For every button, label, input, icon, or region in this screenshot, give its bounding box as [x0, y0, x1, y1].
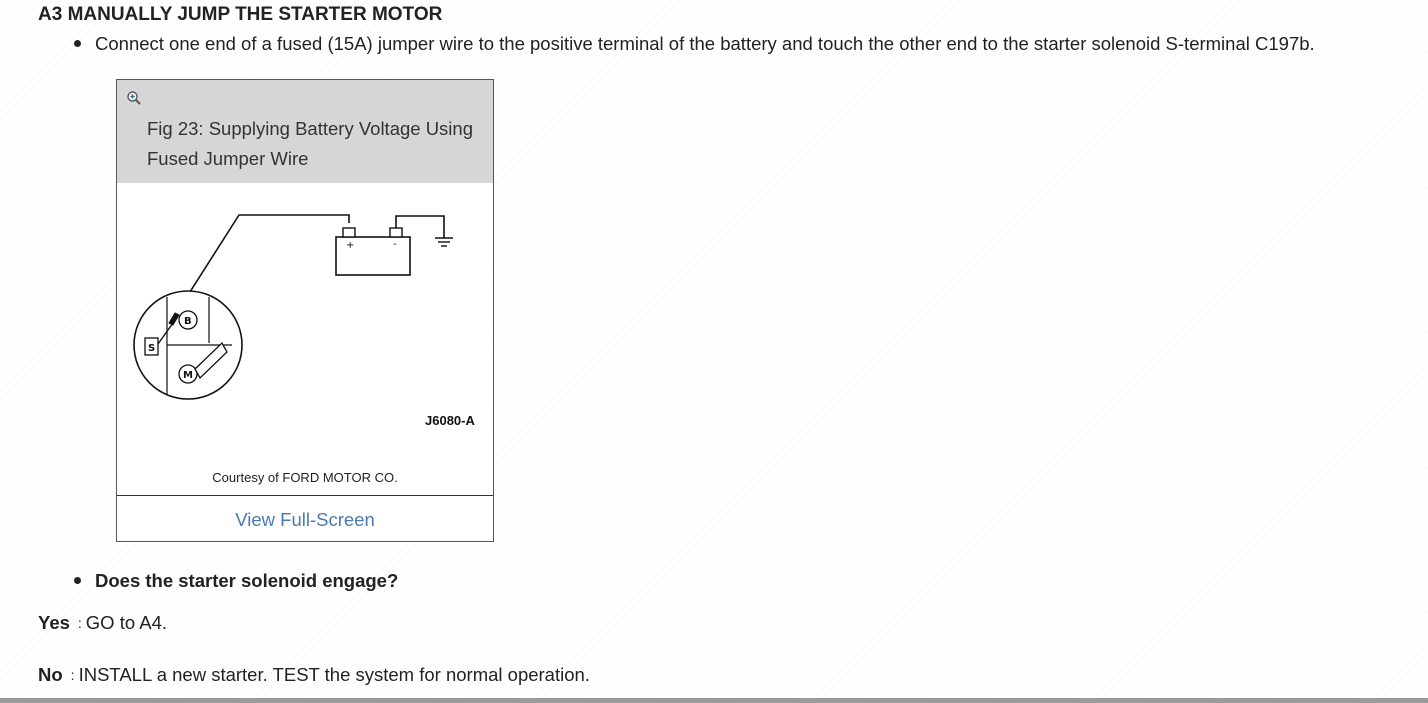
answer-separator: : [77, 615, 82, 631]
ground-wire [396, 216, 444, 238]
bottom-scroll-edge [0, 698, 1428, 703]
step-text: Does the starter solenoid engage? [95, 570, 399, 591]
step-connect-jumper [74, 33, 1315, 55]
view-full-screen-link[interactable]: View Full-Screen [235, 509, 375, 530]
answer-key: Yes [38, 612, 70, 633]
starter-wiring-diagram [117, 183, 493, 413]
ground-icon [435, 238, 453, 246]
figure-caption-bar [117, 80, 493, 183]
zoom-in-icon[interactable] [126, 90, 142, 106]
step-text: Connect one end of a fused (15A) jumper wire to the positive terminal of the battery and touch the other end to the starter solenoid S-terminal C197b. [95, 33, 1315, 54]
figure-panel [116, 79, 494, 542]
bullet-icon [74, 577, 81, 584]
m-terminal-label: M [183, 370, 193, 381]
answer-text: GO to A4. [85, 612, 168, 633]
battery-plus-label: + [346, 240, 355, 251]
step-question [74, 570, 398, 592]
bullet-icon [74, 40, 81, 47]
battery-negative-post [390, 228, 402, 237]
answer-text: INSTALL a new starter. TEST the system for normal operation. [78, 664, 590, 685]
figure-code: J6080-A [425, 413, 475, 428]
figure-caption: Fig 23: Supplying Battery Voltage Using Fused Jumper Wire [147, 118, 473, 169]
answer-yes [38, 612, 167, 634]
answer-key: No [38, 664, 63, 685]
figure-divider [117, 495, 493, 496]
figure-courtesy: Courtesy of FORD MOTOR CO. [212, 470, 398, 485]
section-heading: A3 MANUALLY JUMP THE STARTER MOTOR [38, 4, 443, 25]
answer-no [38, 664, 590, 686]
battery-positive-post [343, 228, 355, 237]
answer-separator: : [70, 667, 75, 683]
battery-minus-label: - [393, 239, 397, 250]
b-terminal-label: B [184, 316, 192, 327]
s-terminal-label: S [148, 343, 156, 354]
